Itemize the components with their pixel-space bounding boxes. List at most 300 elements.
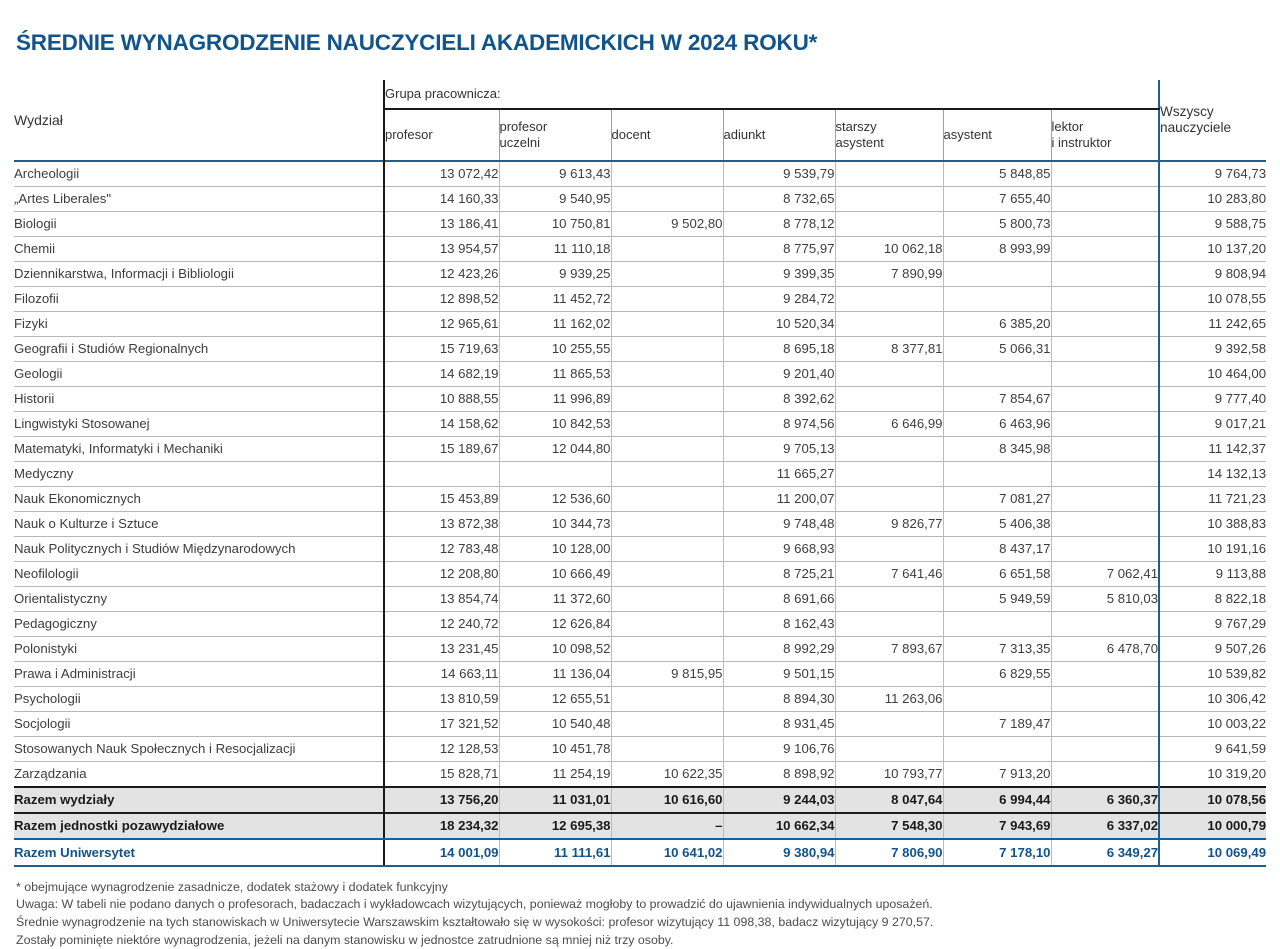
header-row-top [14,80,1266,109]
cell-profesor: 13 231,45 [384,636,499,661]
page-title: ŚREDNIE WYNAGRODZENIE NAUCZYCIELI AKADEMICKICH W 2024 ROKU* [16,30,818,56]
cell-docent [611,611,723,636]
row-label: „Artes Liberales" [14,186,384,211]
cell-adiunkt: 8 778,12 [723,211,835,236]
row-label: Nauk Ekonomicznych [14,486,384,511]
cell-asystent: 6 829,55 [943,661,1051,686]
cell-starszy-asystent: 7 641,46 [835,561,943,586]
cell-adiunkt: 8 992,29 [723,636,835,661]
cell-docent: 10 641,02 [611,839,723,866]
cell-asystent [943,611,1051,636]
row-label: Nauk Politycznych i Studiów Międzynarodowych [14,536,384,561]
cell-lektor [1051,161,1159,187]
row-label: Psychologii [14,686,384,711]
table-row [14,761,1266,787]
cell-profesor: 12 128,53 [384,736,499,761]
header-col-profesor-uczelni [499,109,611,161]
cell-profesor-uczelni: 10 098,52 [499,636,611,661]
row-label: Razem jednostki pozawydziałowe [14,813,384,839]
cell-lektor [1051,461,1159,486]
table-row [14,561,1266,586]
cell-asystent: 5 066,31 [943,336,1051,361]
cell-profesor-uczelni: 10 255,55 [499,336,611,361]
cell-profesor: 17 321,52 [384,711,499,736]
cell-starszy-asystent: 6 646,99 [835,411,943,436]
cell-profesor-uczelni: 11 372,60 [499,586,611,611]
cell-profesor: 18 234,32 [384,813,499,839]
cell-asystent [943,361,1051,386]
cell-wszyscy: 10 191,16 [1159,536,1266,561]
cell-adiunkt: 9 244,03 [723,787,835,813]
cell-asystent: 6 385,20 [943,311,1051,336]
cell-lektor [1051,411,1159,436]
cell-profesor: 13 854,74 [384,586,499,611]
row-label: Fizyki [14,311,384,336]
cell-docent [611,686,723,711]
cell-profesor-uczelni: 10 750,81 [499,211,611,236]
row-label: Polonistyki [14,636,384,661]
header-col-asystent-l1: asystent [943,127,992,143]
cell-adiunkt: 8 725,21 [723,561,835,586]
cell-lektor [1051,436,1159,461]
header-wszyscy-nauczyciele [1159,80,1266,161]
cell-starszy-asystent [835,386,943,411]
table-row [14,511,1266,536]
cell-docent: 10 622,35 [611,761,723,787]
cell-lektor [1051,686,1159,711]
header-col-profesor [384,109,499,161]
table-row [14,386,1266,411]
header-col-starszy-asystent-l1: starszy [835,119,877,135]
table-row [14,361,1266,386]
header-col-docent [611,109,723,161]
cell-asystent: 8 993,99 [943,236,1051,261]
cell-adiunkt: 8 392,62 [723,386,835,411]
cell-docent [611,386,723,411]
cell-wszyscy: 14 132,13 [1159,461,1266,486]
cell-adiunkt: 9 201,40 [723,361,835,386]
row-label: Matematyki, Informatyki i Mechaniki [14,436,384,461]
cell-wszyscy: 10 000,79 [1159,813,1266,839]
cell-adiunkt: 9 501,15 [723,661,835,686]
cell-starszy-asystent [835,161,943,187]
cell-profesor: 14 001,09 [384,839,499,866]
row-label: Chemii [14,236,384,261]
cell-profesor: 12 423,26 [384,261,499,286]
cell-starszy-asystent: 7 806,90 [835,839,943,866]
cell-profesor: 15 828,71 [384,761,499,787]
cell-adiunkt: 8 894,30 [723,686,835,711]
cell-asystent: 8 437,17 [943,536,1051,561]
table-row [14,586,1266,611]
cell-starszy-asystent: 7 890,99 [835,261,943,286]
cell-wszyscy: 10 283,80 [1159,186,1266,211]
cell-adiunkt: 9 668,93 [723,536,835,561]
cell-asystent: 7 081,27 [943,486,1051,511]
cell-profesor-uczelni: 10 128,00 [499,536,611,561]
cell-profesor: 12 898,52 [384,286,499,311]
cell-lektor: 6 337,02 [1051,813,1159,839]
row-label: Lingwistyki Stosowanej [14,411,384,436]
table-row [14,611,1266,636]
cell-docent [611,411,723,436]
table-row [14,311,1266,336]
row-label: Historii [14,386,384,411]
cell-profesor-uczelni: 11 110,18 [499,236,611,261]
cell-wszyscy: 8 822,18 [1159,586,1266,611]
header-col-profesor-uczelni-l2: uczelni [499,134,540,150]
salary-table [14,80,1266,867]
cell-docent [611,311,723,336]
cell-profesor-uczelni: 10 344,73 [499,511,611,536]
cell-lektor [1051,186,1159,211]
row-label: Stosowanych Nauk Społecznych i Resocjalizacji [14,736,384,761]
row-label: Archeologii [14,161,384,187]
table-row [14,161,1266,187]
table-row [14,486,1266,511]
cell-docent [611,336,723,361]
cell-adiunkt: 8 898,92 [723,761,835,787]
cell-profesor: 13 072,42 [384,161,499,187]
cell-asystent: 7 854,67 [943,386,1051,411]
cell-adiunkt: 10 662,34 [723,813,835,839]
cell-adiunkt: 9 106,76 [723,736,835,761]
cell-profesor-uczelni: 11 452,72 [499,286,611,311]
footnotes [0,867,1280,949]
cell-profesor: 12 240,72 [384,611,499,636]
cell-adiunkt: 9 399,35 [723,261,835,286]
cell-profesor: 15 189,67 [384,436,499,461]
cell-profesor-uczelni: 11 996,89 [499,386,611,411]
footnote-line-1: * obejmujące wynagrodzenie zasadnicze, dodatek stażowy i dodatek funkcyjny [16,879,448,894]
cell-adiunkt: 8 974,56 [723,411,835,436]
header-col-adiunkt-l1: adiunkt [723,127,766,143]
cell-docent [611,486,723,511]
cell-lektor [1051,211,1159,236]
cell-profesor-uczelni: 11 111,61 [499,839,611,866]
cell-adiunkt: 8 162,43 [723,611,835,636]
cell-lektor [1051,361,1159,386]
cell-starszy-asystent [835,486,943,511]
cell-starszy-asystent [835,611,943,636]
cell-adiunkt: 9 748,48 [723,511,835,536]
cell-asystent: 8 345,98 [943,436,1051,461]
cell-lektor [1051,711,1159,736]
header-col-asystent [943,109,1051,161]
cell-wszyscy: 10 078,55 [1159,286,1266,311]
table-row [14,636,1266,661]
header-col-profesor-uczelni-l1: profesor [499,119,548,135]
cell-docent: 9 815,95 [611,661,723,686]
cell-asystent: 5 949,59 [943,586,1051,611]
table-header [14,80,1266,161]
cell-starszy-asystent [835,211,943,236]
cell-docent [611,536,723,561]
header-wydzial: Wydział [14,80,384,161]
cell-starszy-asystent [835,436,943,461]
cell-profesor-uczelni: 9 613,43 [499,161,611,187]
cell-docent [611,186,723,211]
cell-profesor: 13 186,41 [384,211,499,236]
cell-asystent [943,686,1051,711]
header-wszyscy-line2: nauczyciele [1160,119,1232,135]
cell-profesor-uczelni: 9 540,95 [499,186,611,211]
table-row [14,411,1266,436]
cell-lektor: 6 360,37 [1051,787,1159,813]
cell-wszyscy: 9 113,88 [1159,561,1266,586]
cell-asystent: 6 994,44 [943,787,1051,813]
cell-docent [611,236,723,261]
row-label: Dziennikarstwa, Informacji i Bibliologii [14,261,384,286]
cell-lektor [1051,261,1159,286]
cell-profesor: 13 954,57 [384,236,499,261]
cell-adiunkt: 8 931,45 [723,711,835,736]
cell-profesor: 15 453,89 [384,486,499,511]
cell-starszy-asystent [835,736,943,761]
cell-profesor: 14 682,19 [384,361,499,386]
cell-profesor-uczelni: 11 031,01 [499,787,611,813]
cell-docent [611,461,723,486]
row-label: Geografii i Studiów Regionalnych [14,336,384,361]
cell-adiunkt: 8 691,66 [723,586,835,611]
cell-lektor [1051,736,1159,761]
row-label: Neofilologii [14,561,384,586]
cell-asystent [943,286,1051,311]
cell-wszyscy: 10 003,22 [1159,711,1266,736]
cell-docent [611,286,723,311]
cell-starszy-asystent: 9 826,77 [835,511,943,536]
cell-starszy-asystent [835,711,943,736]
table-row [14,236,1266,261]
cell-lektor: 6 478,70 [1051,636,1159,661]
cell-profesor: 12 208,80 [384,561,499,586]
row-label: Pedagogiczny [14,611,384,636]
total-row [14,839,1266,866]
cell-asystent: 5 406,38 [943,511,1051,536]
cell-wszyscy: 10 539,82 [1159,661,1266,686]
cell-adiunkt: 9 705,13 [723,436,835,461]
row-label: Zarządzania [14,761,384,787]
cell-starszy-asystent: 11 263,06 [835,686,943,711]
cell-profesor-uczelni [499,461,611,486]
cell-asystent: 6 651,58 [943,561,1051,586]
cell-profesor: 12 965,61 [384,311,499,336]
cell-wszyscy: 10 319,20 [1159,761,1266,787]
table-body [14,161,1266,866]
cell-asystent: 7 313,35 [943,636,1051,661]
header-col-docent-l1: docent [611,127,651,143]
cell-wszyscy: 9 764,73 [1159,161,1266,187]
cell-starszy-asystent [835,361,943,386]
cell-profesor-uczelni: 11 865,53 [499,361,611,386]
cell-asystent: 7 655,40 [943,186,1051,211]
cell-asystent [943,736,1051,761]
row-label: Medyczny [14,461,384,486]
cell-wszyscy: 11 242,65 [1159,311,1266,336]
cell-asystent: 7 913,20 [943,761,1051,787]
header-col-starszy-asystent [835,109,943,161]
cell-asystent: 5 848,85 [943,161,1051,187]
cell-starszy-asystent: 10 793,77 [835,761,943,787]
cell-wszyscy: 9 767,29 [1159,611,1266,636]
cell-lektor [1051,486,1159,511]
cell-adiunkt: 8 695,18 [723,336,835,361]
cell-lektor: 6 349,27 [1051,839,1159,866]
table-row [14,461,1266,486]
header-col-lektor-l1: lektor [1051,119,1084,135]
table-row [14,536,1266,561]
cell-docent [611,736,723,761]
cell-profesor-uczelni: 10 666,49 [499,561,611,586]
cell-docent: 9 502,80 [611,211,723,236]
cell-asystent: 6 463,96 [943,411,1051,436]
cell-profesor-uczelni: 12 655,51 [499,686,611,711]
footnote-line-3: Średnie wynagrodzenie na tych stanowiskach w Uniwersytecie Warszawskim kształtowało się w wysokości: profesor wizytujący 11 098,38, badacz wizytujący 9 270,57. [16,915,934,930]
cell-profesor: 10 888,55 [384,386,499,411]
header-col-starszy-asystent-l2: asystent [835,134,884,150]
cell-starszy-asystent [835,536,943,561]
cell-profesor-uczelni: 10 540,48 [499,711,611,736]
cell-lektor [1051,286,1159,311]
cell-wszyscy: 9 777,40 [1159,386,1266,411]
cell-asystent: 7 943,69 [943,813,1051,839]
cell-docent: 10 616,60 [611,787,723,813]
table-row [14,211,1266,236]
table-row [14,186,1266,211]
row-label: Nauk o Kulturze i Sztuce [14,511,384,536]
cell-adiunkt: 11 200,07 [723,486,835,511]
cell-starszy-asystent [835,586,943,611]
salary-table-container [0,80,1280,867]
cell-starszy-asystent: 8 377,81 [835,336,943,361]
cell-adiunkt: 9 380,94 [723,839,835,866]
cell-profesor-uczelni: 10 451,78 [499,736,611,761]
cell-profesor: 13 810,59 [384,686,499,711]
cell-starszy-asystent: 8 047,64 [835,787,943,813]
cell-lektor [1051,761,1159,787]
cell-docent [611,361,723,386]
cell-wszyscy: 10 306,42 [1159,686,1266,711]
cell-lektor [1051,336,1159,361]
cell-docent [611,586,723,611]
table-row [14,336,1266,361]
cell-docent: – [611,813,723,839]
cell-lektor [1051,386,1159,411]
cell-profesor-uczelni: 12 536,60 [499,486,611,511]
cell-profesor: 14 663,11 [384,661,499,686]
footnote-line-4: Zostały pominięte niektóre wynagrodzenia, jeżeli na danym stanowisku w jednostce zatrudnione są mniej niż trzy osoby. [16,932,674,947]
cell-wszyscy: 10 464,00 [1159,361,1266,386]
cell-adiunkt: 8 775,97 [723,236,835,261]
header-wszyscy-line1: Wszyscy [1160,103,1214,119]
header-col-profesor-l1: profesor [385,127,433,143]
row-label: Socjologii [14,711,384,736]
cell-wszyscy: 9 641,59 [1159,736,1266,761]
row-label: Filozofii [14,286,384,311]
cell-profesor-uczelni: 12 695,38 [499,813,611,839]
cell-lektor: 5 810,03 [1051,586,1159,611]
cell-starszy-asystent [835,311,943,336]
cell-starszy-asystent: 7 893,67 [835,636,943,661]
cell-starszy-asystent [835,461,943,486]
summary-row [14,813,1266,839]
cell-adiunkt: 8 732,65 [723,186,835,211]
cell-asystent [943,461,1051,486]
cell-adiunkt: 9 539,79 [723,161,835,187]
cell-wszyscy: 10 388,83 [1159,511,1266,536]
cell-asystent: 5 800,73 [943,211,1051,236]
cell-profesor: 14 158,62 [384,411,499,436]
table-row [14,261,1266,286]
cell-profesor-uczelni: 10 842,53 [499,411,611,436]
cell-profesor: 15 719,63 [384,336,499,361]
table-row [14,736,1266,761]
cell-asystent [943,261,1051,286]
cell-docent [611,511,723,536]
row-label: Razem Uniwersytet [14,839,384,866]
page-root [0,15,1280,947]
cell-wszyscy: 10 078,56 [1159,787,1266,813]
cell-wszyscy: 10 069,49 [1159,839,1266,866]
cell-docent [611,161,723,187]
table-row [14,286,1266,311]
cell-wszyscy: 9 588,75 [1159,211,1266,236]
header-grupa-pracownicza: Grupa pracownicza: [384,80,1159,109]
cell-profesor-uczelni: 12 044,80 [499,436,611,461]
cell-asystent: 7 178,10 [943,839,1051,866]
summary-row [14,787,1266,813]
header-col-lektor-l2: i instruktor [1051,134,1112,150]
cell-profesor: 14 160,33 [384,186,499,211]
row-label: Geologii [14,361,384,386]
cell-lektor [1051,536,1159,561]
cell-wszyscy: 11 721,23 [1159,486,1266,511]
cell-profesor-uczelni: 11 162,02 [499,311,611,336]
cell-profesor: 13 872,38 [384,511,499,536]
cell-docent [611,436,723,461]
cell-lektor [1051,311,1159,336]
table-row [14,686,1266,711]
row-label: Biologii [14,211,384,236]
table-row [14,711,1266,736]
cell-starszy-asystent [835,286,943,311]
cell-wszyscy: 10 137,20 [1159,236,1266,261]
cell-wszyscy: 9 392,58 [1159,336,1266,361]
row-label: Orientalistyczny [14,586,384,611]
cell-lektor [1051,661,1159,686]
cell-adiunkt: 11 665,27 [723,461,835,486]
cell-docent [611,261,723,286]
table-row [14,661,1266,686]
cell-starszy-asystent: 10 062,18 [835,236,943,261]
cell-starszy-asystent [835,661,943,686]
cell-wszyscy: 9 017,21 [1159,411,1266,436]
cell-docent [611,711,723,736]
cell-lektor [1051,236,1159,261]
cell-lektor [1051,611,1159,636]
header-col-adiunkt [723,109,835,161]
cell-wszyscy: 9 507,26 [1159,636,1266,661]
cell-docent [611,561,723,586]
cell-lektor [1051,511,1159,536]
cell-profesor-uczelni: 9 939,25 [499,261,611,286]
cell-profesor-uczelni: 11 136,04 [499,661,611,686]
cell-profesor-uczelni: 12 626,84 [499,611,611,636]
cell-docent [611,636,723,661]
cell-lektor: 7 062,41 [1051,561,1159,586]
cell-starszy-asystent: 7 548,30 [835,813,943,839]
cell-wszyscy: 9 808,94 [1159,261,1266,286]
